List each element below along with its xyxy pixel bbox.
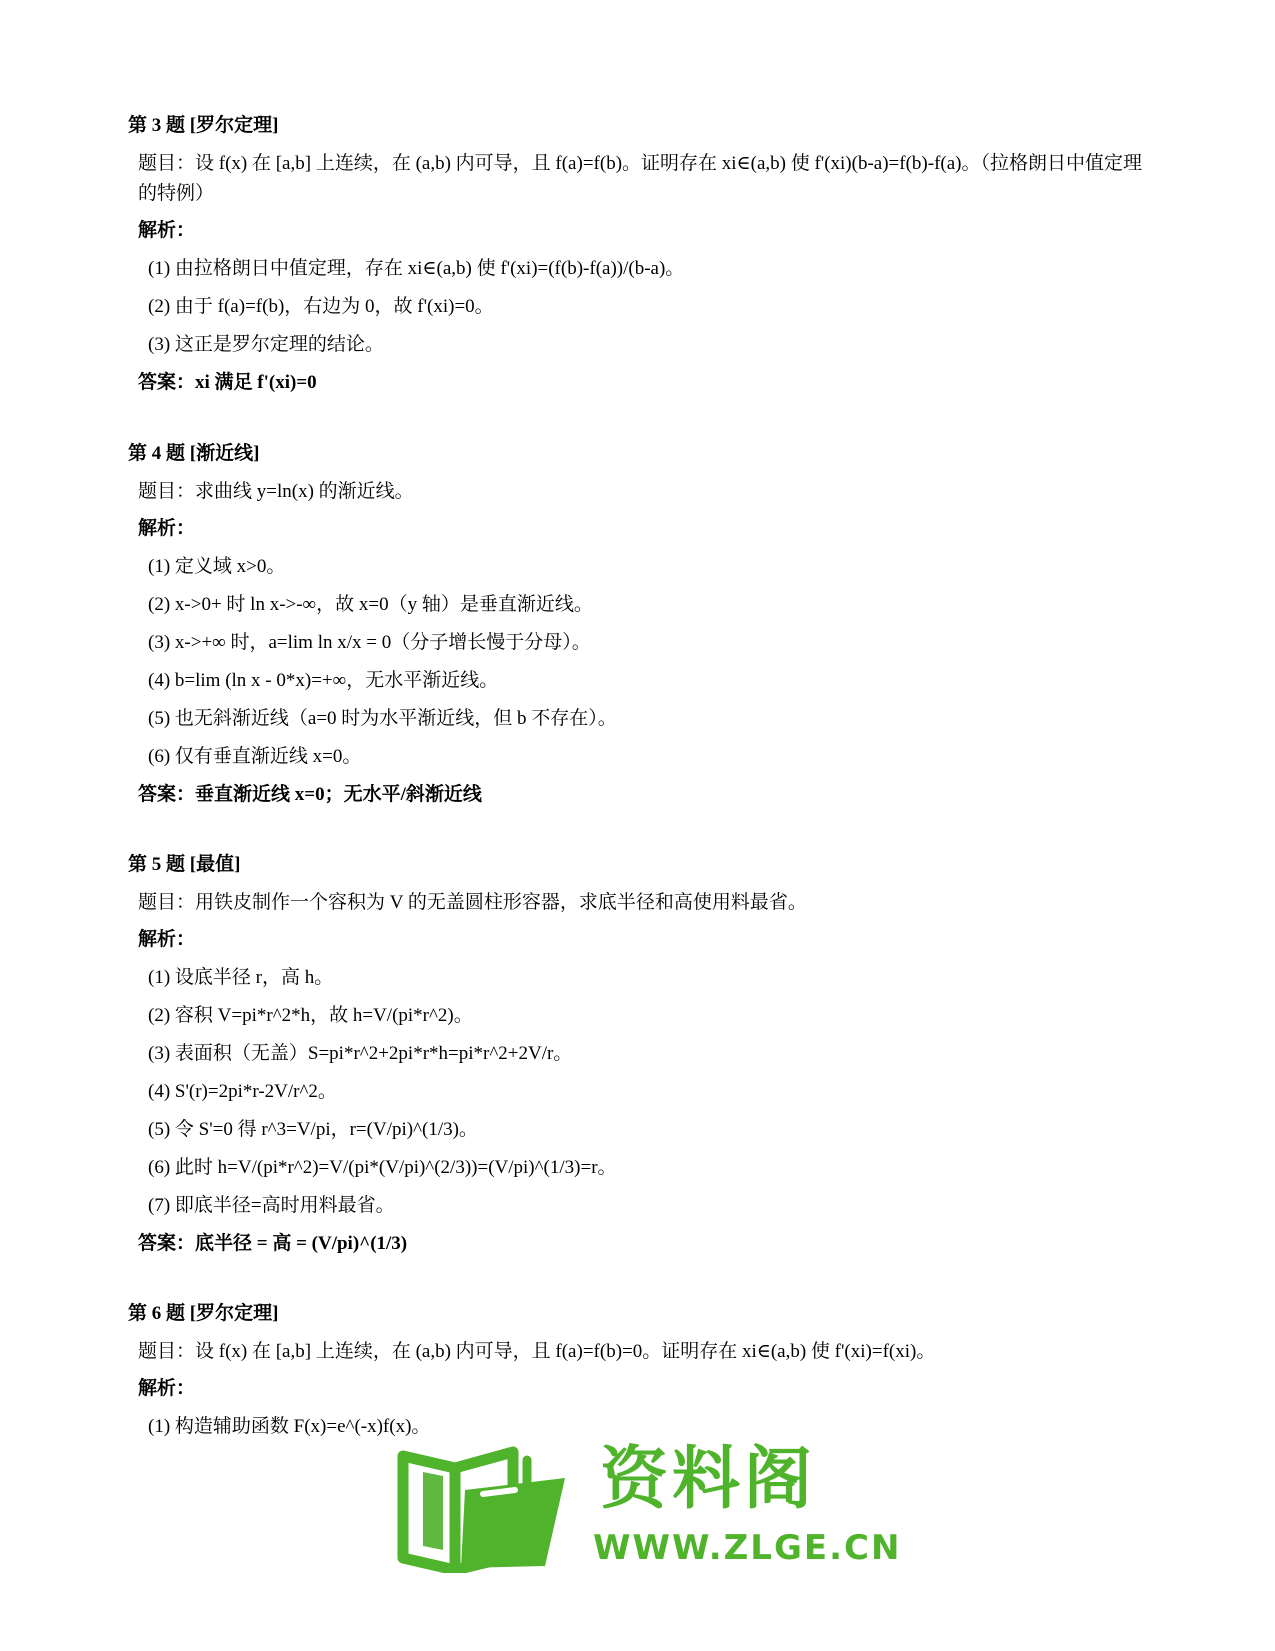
- analysis-label: 解析：: [138, 518, 196, 539]
- analysis-step: (6) 此时 h=V/(pi*r^2)=V/(pi*(V/pi)^(2/3))=(V/pi)^(1/3)=r。: [148, 1157, 617, 1178]
- analysis-step: (4) S'(r)=2pi*r-2V/r^2。: [148, 1081, 337, 1102]
- analysis-step: (1) 由拉格朗日中值定理，存在 xi∈(a,b) 使 f'(xi)=(f(b)-f(a))/(b-a)。: [148, 258, 685, 279]
- analysis-step: (3) x->+∞ 时，a=lim ln x/x = 0（分子增长慢于分母）。: [148, 632, 591, 653]
- problem-4: [128, 441, 1148, 808]
- analysis-step: (2) x->0+ 时 ln x->-∞，故 x=0（y 轴）是垂直渐近线。: [148, 594, 593, 615]
- watermark-url: WWW.ZLGE.CN: [593, 1528, 902, 1568]
- analysis-step: (5) 也无斜渐近线（a=0 时为水平渐近线，但 b 不存在）。: [148, 708, 617, 729]
- problem-3: [128, 113, 1148, 396]
- analysis-step: (3) 表面积（无盖）S=pi*r^2+2pi*r*h=pi*r^2+2V/r。: [148, 1043, 573, 1064]
- problem-heading: 第 6 题 [罗尔定理]: [128, 1303, 279, 1324]
- problem-question: 题目：求曲线 y=ln(x) 的渐近线。: [138, 481, 414, 502]
- problem-heading: 第 5 题 [最值]: [128, 854, 241, 875]
- problem-5: [128, 852, 1148, 1257]
- watermark: [395, 1438, 902, 1578]
- analysis-step: (7) 即底半径=高时用料最省。: [148, 1195, 395, 1216]
- analysis-step: (1) 构造辅助函数 F(x)=e^(-x)f(x)。: [148, 1416, 431, 1437]
- problem-question: 题目：用铁皮制作一个容积为 V 的无盖圆柱形容器，求底半径和高使用料最省。: [138, 892, 807, 913]
- answer-line: 答案：底半径 = 高 = (V/pi)^(1/3): [138, 1233, 408, 1254]
- analysis-step: (1) 设底半径 r，高 h。: [148, 967, 334, 988]
- book-folder-logo-icon: [395, 1438, 585, 1573]
- analysis-step: (6) 仅有垂直渐近线 x=0。: [148, 746, 362, 767]
- analysis-step: (2) 容积 V=pi*r^2*h，故 h=V/(pi*r^2)。: [148, 1005, 473, 1026]
- problem-6: [128, 1301, 1148, 1440]
- problem-heading: 第 3 题 [罗尔定理]: [128, 115, 279, 136]
- answer-line: 答案：xi 满足 f'(xi)=0: [138, 372, 317, 393]
- analysis-step: (2) 由于 f(a)=f(b)，右边为 0，故 f'(xi)=0。: [148, 296, 494, 317]
- watermark-title: 资料阁: [600, 1440, 817, 1519]
- problem-question: 题目：设 f(x) 在 [a,b] 上连续，在 (a,b) 内可导，且 f(a)=f(b)=0。证明存在 xi∈(a,b) 使 f'(xi)=f(xi)。: [138, 1341, 936, 1362]
- analysis-step: (4) b=lim (ln x - 0*x)=+∞，无水平渐近线。: [148, 670, 499, 691]
- analysis-step: (3) 这正是罗尔定理的结论。: [148, 334, 384, 355]
- analysis-label: 解析：: [138, 1378, 196, 1399]
- analysis-step: (5) 令 S'=0 得 r^3=V/pi，r=(V/pi)^(1/3)。: [148, 1119, 478, 1140]
- problem-heading: 第 4 题 [渐近线]: [128, 443, 260, 464]
- answer-line: 答案：垂直渐近线 x=0；无水平/斜渐近线: [138, 784, 482, 805]
- analysis-label: 解析：: [138, 220, 196, 241]
- analysis-step: (1) 定义域 x>0。: [148, 556, 286, 577]
- problem-question: 题目：设 f(x) 在 [a,b] 上连续，在 (a,b) 内可导，且 f(a)=f(b)。证明存在 xi∈(a,b) 使 f'(xi)(b-a)=f(b)-f(a)。（拉格朗日中值定理的特例）: [138, 153, 1142, 204]
- analysis-label: 解析：: [138, 929, 196, 950]
